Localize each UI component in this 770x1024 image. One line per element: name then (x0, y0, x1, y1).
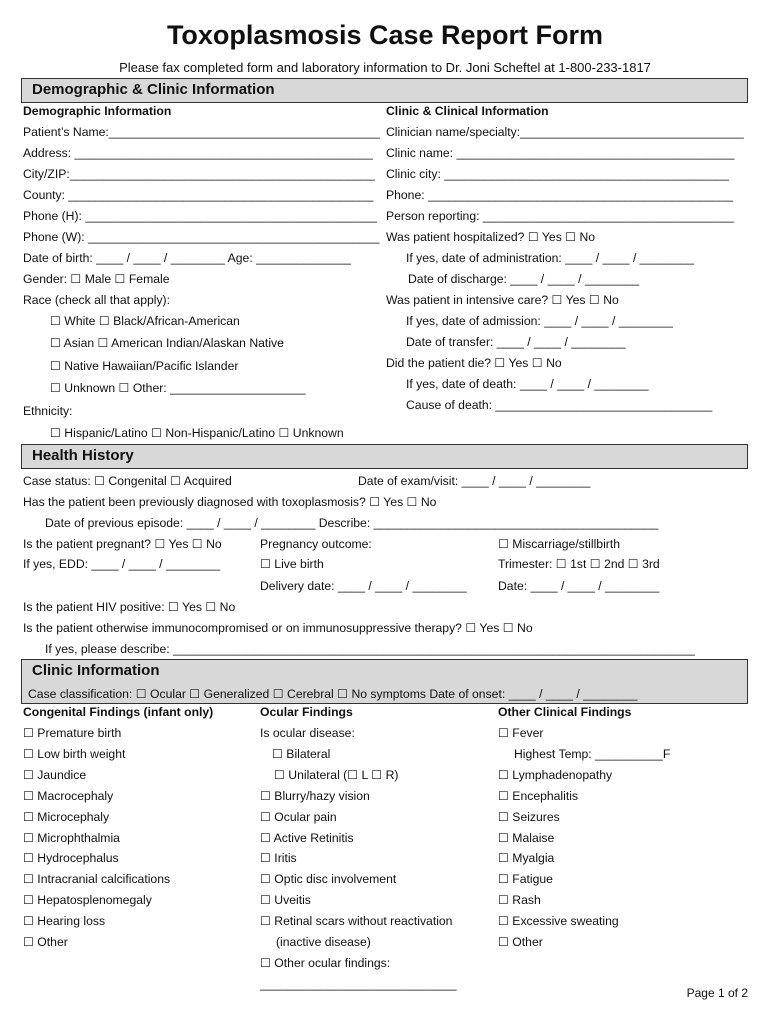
cl-congenital-item[interactable]: ☐ Jaundice (23, 767, 87, 782)
demo-left-item[interactable]: Race (check all that apply): (23, 293, 170, 307)
cl-other-item[interactable]: ☐ Seizures (498, 809, 560, 824)
section-health-history-title: Health History (32, 447, 134, 464)
cl-congenital-item[interactable]: ☐ Other (23, 935, 68, 949)
section-demographic (21, 78, 748, 103)
cl-congenital-item[interactable]: ☐ Premature birth (23, 726, 122, 740)
section-demographic-title: Demographic & Clinic Information (32, 81, 275, 98)
demo-right-item[interactable]: If yes, date of administration: ____ / ____ / ________ (406, 251, 694, 265)
cl-other-item[interactable]: ☐ Fever (498, 726, 544, 740)
demo-right-item[interactable]: Phone: _____________________________________________ (386, 188, 734, 202)
case-status[interactable]: Case status: ☐ Congenital ☐ Acquired (23, 474, 232, 488)
pregnant-question[interactable]: Is the patient pregnant? ☐ Yes ☐ No (23, 537, 222, 551)
cl-other-item[interactable]: ☐ Other (498, 935, 543, 949)
demo-right-item[interactable]: Clinic name: _________________________________________ (386, 146, 735, 160)
demo-left-item[interactable]: Address: ____________________________________________ (23, 146, 373, 160)
demo-right-item[interactable]: Clinic city: __________________________________________ (386, 167, 729, 181)
cl-congenital-item[interactable]: ☐ Microcephaly (23, 809, 110, 824)
exam-date[interactable]: Date of exam/visit: ____ / ____ / ________ (358, 474, 591, 488)
demo-left-item[interactable]: County: _____________________________________________ (23, 188, 374, 202)
demo-right-item[interactable]: If yes, date of death: ____ / ____ / ________ (406, 377, 649, 391)
delivery-date[interactable]: Delivery date: ____ / ____ / ________ (260, 579, 467, 593)
demo-right-item[interactable]: Was patient in intensive care? ☐ Yes ☐ No (386, 293, 619, 307)
cl-ocular-item[interactable]: (inactive disease) (276, 935, 371, 949)
cl-ocular-item[interactable]: _____________________________ (260, 976, 457, 991)
cl-congenital-item[interactable]: ☐ Microphthalmia (23, 830, 120, 845)
demographic-header: Demographic Information (23, 104, 172, 118)
demo-left-item[interactable]: Gender: ☐ Male ☐ Female (23, 272, 170, 286)
miscarriage-checkbox[interactable]: ☐ Miscarriage/stillbirth (498, 537, 620, 551)
demo-race-item[interactable]: ☐ Unknown ☐ Other: ____________________ (50, 380, 306, 395)
ethnicity-options[interactable]: ☐ Hispanic/Latino ☐ Non-Hispanic/Latino ☐ Unknown (50, 426, 344, 440)
demo-left-item[interactable]: Phone (W): ___________________________________________ (23, 230, 380, 244)
immuno-question[interactable]: Is the patient otherwise immunocompromised or on immunosuppressive therapy? ☐ Yes ☐ No (23, 621, 533, 635)
demo-right-item[interactable]: Person reporting: _____________________________________ (386, 209, 734, 223)
cl-other-item[interactable]: Highest Temp: __________F (514, 746, 671, 761)
cl-ocular-item[interactable]: ☐ Bilateral (272, 746, 331, 761)
form-subtitle: Please fax completed form and laboratory information to Dr. Joni Scheftel at 1-800-233-1817 (119, 60, 651, 75)
cl-other-item[interactable]: ☐ Encephalitis (498, 788, 579, 803)
demo-right-item[interactable]: Was patient hospitalized? ☐ Yes ☐ No (386, 230, 596, 244)
cl-ocular-item[interactable]: ☐ Ocular pain (260, 809, 337, 824)
cl-other-item[interactable]: ☐ Myalgia (498, 851, 555, 866)
cl-congenital-item[interactable]: ☐ Intracranial calcifications (23, 872, 171, 887)
edd-field[interactable]: If yes, EDD: ____ / ____ / ________ (23, 557, 221, 571)
miscarriage-date[interactable]: Date: ____ / ____ / ________ (498, 579, 660, 593)
demo-right-item[interactable]: Date of transfer: ____ / ____ / ________ (406, 335, 626, 349)
section-health-history (21, 444, 748, 469)
clinic-clinical-header: Clinic & Clinical Information (386, 104, 549, 118)
demo-right-item[interactable]: Clinician name/specialty:_________________________________ (386, 125, 744, 139)
demo-left-item[interactable]: Date of birth: ____ / ____ / ________ Age: ______________ (23, 251, 351, 265)
demo-right-item[interactable]: Did the patient die? ☐ Yes ☐ No (386, 356, 562, 370)
cl-ocular-item[interactable]: ☐ Uveitis (260, 893, 311, 908)
cl-ocular-item[interactable]: ☐ Unilateral (☐ L ☐ R) (274, 767, 399, 782)
cl-congenital-item[interactable]: ☐ Hydrocephalus (23, 851, 119, 866)
ocular-header: Ocular Findings (260, 705, 353, 719)
previous-episode[interactable]: Date of previous episode: ____ / ____ / ________ Describe: __________________________________________ (45, 516, 659, 530)
cl-ocular-item[interactable]: ☐ Blurry/hazy vision (260, 788, 370, 803)
demo-left-item[interactable]: Phone (H): ___________________________________________ (23, 209, 377, 223)
cl-ocular-item[interactable]: ☐ Optic disc involvement (260, 872, 397, 887)
demo-right-item[interactable]: Date of discharge: ____ / ____ / ________ (408, 272, 640, 286)
hiv-question[interactable]: Is the patient HIV positive: ☐ Yes ☐ No (23, 600, 236, 614)
congenital-header: Congenital Findings (infant only) (23, 705, 214, 719)
case-classification[interactable]: Case classification: ☐ Ocular ☐ Generalized ☐ Cerebral ☐ No symptoms Date of onset: ____ / ____ / ________ (28, 687, 638, 701)
cl-ocular-item[interactable]: ☐ Other ocular findings: (260, 955, 391, 970)
demo-left-item[interactable]: Patient’s Name:________________________________________ (23, 125, 380, 139)
cl-ocular-item[interactable]: ☐ Iritis (260, 851, 297, 866)
form-title: Toxoplasmosis Case Report Form (166, 20, 604, 50)
cl-other-item[interactable]: ☐ Fatigue (498, 872, 553, 887)
section-clinic-title: Clinic Information (32, 662, 160, 679)
demo-left-item[interactable]: City/ZIP:_____________________________________________ (23, 167, 375, 181)
immuno-describe[interactable]: If yes, please describe: _____________________________________________________________________________ (45, 642, 695, 656)
cl-ocular-item[interactable]: Is ocular disease: (260, 726, 355, 740)
live-birth-checkbox[interactable]: ☐ Live birth (260, 557, 324, 571)
trimester-field[interactable]: Trimester: ☐ 1st ☐ 2nd ☐ 3rd (498, 557, 660, 571)
demo-race-item[interactable]: ☐ Asian ☐ American Indian/Alaskan Native (50, 336, 284, 351)
ethnicity-label: Ethnicity: (23, 404, 73, 418)
previous-diagnosis[interactable]: Has the patient been previously diagnosed with toxoplasmosis? ☐ Yes ☐ No (23, 495, 437, 509)
cl-congenital-item[interactable]: ☐ Macrocephaly (23, 788, 114, 803)
page-number: Page 1 of 2 (686, 986, 748, 1000)
other-findings-header: Other Clinical Findings (498, 705, 632, 719)
cl-ocular-item[interactable]: ☐ Active Retinitis (260, 830, 354, 845)
cl-ocular-item[interactable]: ☐ Retinal scars without reactivation (260, 914, 453, 929)
cl-other-item[interactable]: ☐ Lymphadenopathy (498, 767, 613, 782)
demo-right-item[interactable]: Cause of death: ________________________________ (406, 398, 713, 412)
cl-congenital-item[interactable]: ☐ Low birth weight (23, 746, 126, 761)
pregnancy-outcome-label: Pregnancy outcome: (260, 537, 372, 551)
demo-right-item[interactable]: If yes, date of admission: ____ / ____ / ________ (406, 314, 673, 328)
cl-other-item[interactable]: ☐ Excessive sweating (498, 914, 619, 929)
cl-congenital-item[interactable]: ☐ Hearing loss (23, 914, 106, 929)
demo-race-item[interactable]: ☐ White ☐ Black/African-American (50, 314, 240, 328)
cl-other-item[interactable]: ☐ Malaise (498, 830, 555, 845)
cl-congenital-item[interactable]: ☐ Hepatosplenomegaly (23, 893, 152, 908)
demo-race-item[interactable]: ☐ Native Hawaiian/Pacific Islander (50, 358, 239, 373)
cl-other-item[interactable]: ☐ Rash (498, 893, 541, 908)
